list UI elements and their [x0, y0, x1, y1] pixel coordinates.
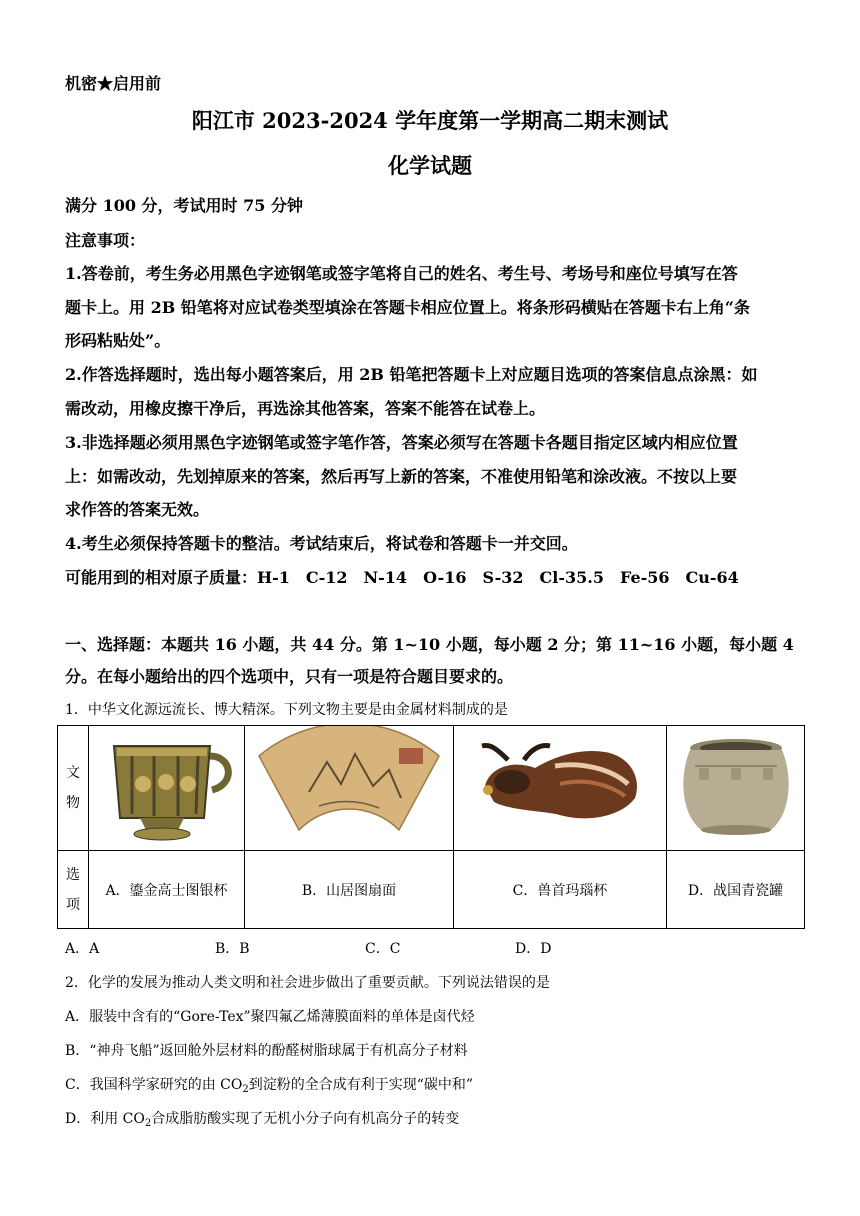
relic-image-agate — [454, 726, 667, 851]
note-1-line-2: 题卡上。用 2B 铅笔将对应试卷类型填涂在答题卡相应位置上。将条形码横贴在答题卡右上角“条 — [65, 298, 751, 317]
q1-answer-d: D．D — [515, 941, 552, 957]
note-1-line-1: 1.答卷前，考生务必用黑色字迹钢笔或签字笔将自己的姓名、考生号、考场号和座位号填写在答 — [65, 264, 738, 283]
q2-option-b: B．“神舟飞船”返回舱外层材料的酚醛树脂球属于有机高分子材料 — [65, 1043, 468, 1059]
landscape-fan-image — [249, 726, 449, 846]
note-2-line-1: 2.作答选择题时，选出每小题答案后，用 2B 铅笔把答题卡上对应题目选项的答案信息点涂黑：如 — [65, 365, 758, 384]
relic-image-cup — [89, 726, 245, 851]
q2-stem: 2．化学的发展为推动人类文明和社会进步做出了重要贡献。下列说法错误的是 — [65, 975, 550, 991]
subject-title: 化学试题 — [388, 153, 472, 178]
atomic-masses: 可能用到的相对原子质量：H-1 C-12 N-14 O-16 S-32 Cl-35.5 Fe-56 Cu-64 — [65, 568, 739, 587]
section-heading-line-1: 一、选择题：本题共 16 小题，共 44 分。第 1~10 小题，每小题 2 分；第 11~16 小题，每小题 4 — [65, 635, 794, 654]
score-time: 满分 100 分，考试用时 75 分钟 — [65, 196, 303, 215]
q2-option-a: A．服装中含有的“Gore-Tex”聚四氟乙烯薄膜面料的单体是卤代烃 — [65, 1009, 475, 1025]
relics-table — [57, 725, 805, 929]
note-4-line-1: 4.考生必须保持答题卡的整洁。考试结束后，将试卷和答题卡一并交回。 — [65, 534, 578, 553]
notice-title: 注意事项： — [65, 231, 146, 250]
q1-answer-a: A．A — [65, 941, 100, 957]
q1-answer-b: B．B — [215, 941, 250, 957]
option-cell-d: D．战国青瓷罐 — [667, 851, 805, 929]
row-label-relics: 文 物 — [58, 726, 89, 851]
celadon-jar-image — [671, 726, 801, 846]
silver-cup-image — [92, 726, 242, 846]
relic-image-jar — [667, 726, 805, 851]
exam-title: 阳江市 2023-2024 学年度第一学期高二期末测试 — [191, 108, 669, 133]
agate-cup-image — [460, 726, 660, 846]
note-3-line-3: 求作答的答案无效。 — [65, 500, 210, 519]
option-cell-a: A．鎏金高士图银杯 — [89, 851, 245, 929]
note-2-line-2: 需改动，用橡皮擦干净后，再选涂其他答案，答案不能答在试卷上。 — [65, 399, 546, 418]
option-cell-c: C．兽首玛瑙杯 — [454, 851, 667, 929]
relic-image-fan — [245, 726, 454, 851]
q2-option-c: C．我国科学家研究的由 $CO_2$到淀粉的全合成有利于实现“碳中和” — [65, 1077, 474, 1095]
section-heading-line-2: 分。在每小题给出的四个选项中，只有一项是符合题目要求的。 — [65, 667, 514, 686]
option-cell-b: B．山居图扇面 — [245, 851, 454, 929]
q1-answer-c: C．C — [365, 941, 401, 957]
note-3-line-1: 3.非选择题必须用黑色字迹钢笔或签字笔作答，答案必须写在答题卡各题目指定区域内相应位置 — [65, 433, 738, 452]
note-1-line-3: 形码粘贴处”。 — [65, 331, 171, 350]
confidential-label: 机密★启用前 — [65, 74, 162, 93]
q2-option-d: D．利用 $CO_2$合成脂肪酸实现了无机小分子向有机高分子的转变 — [65, 1111, 460, 1129]
q1-stem: 1．中华文化源远流长、博大精深。下列文物主要是由金属材料制成的是 — [65, 702, 508, 718]
note-3-line-2: 上：如需改动，先划掉原来的答案，然后再写上新的答案，不准使用铅笔和涂改液。不按以上要 — [65, 467, 738, 486]
row-label-options: 选 项 — [58, 851, 89, 929]
